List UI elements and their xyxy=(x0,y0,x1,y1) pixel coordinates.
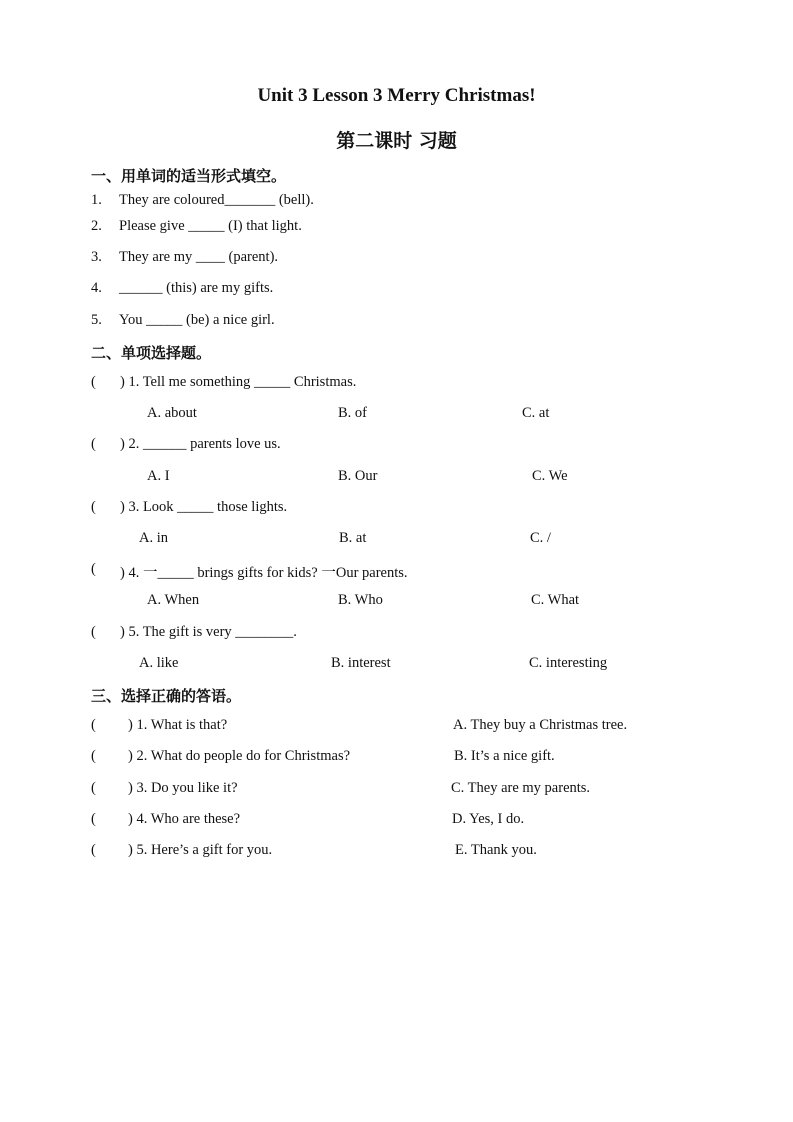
fill-item-number: 3. xyxy=(91,249,102,265)
choice-option-a: A. in xyxy=(139,530,168,546)
page-title: Unit 3 Lesson 3 Merry Christmas! xyxy=(257,85,536,106)
choice-question: ) 4. 一_____ brings gifts for kids? 一Our parents. xyxy=(120,565,408,581)
section-1-heading: 一、用单词的适当形式填空。 xyxy=(91,167,287,185)
section-3-heading: 三、选择正确的答语。 xyxy=(91,687,242,705)
match-paren: ( xyxy=(91,717,96,733)
choice-option-c: C. We xyxy=(532,468,568,484)
match-paren: ( xyxy=(91,842,96,858)
fill-item-text: You _____ (be) a nice girl. xyxy=(119,312,275,328)
choice-question: ) 1. Tell me something _____ Christmas. xyxy=(120,374,357,390)
choice-option-c: C. / xyxy=(530,530,551,546)
match-question: ) 5. Here’s a gift for you. xyxy=(128,842,273,858)
match-question: ) 4. Who are these? xyxy=(128,811,241,827)
fill-item-number: 4. xyxy=(91,280,102,296)
choice-question: ) 3. Look _____ those lights. xyxy=(120,499,288,515)
match-question: ) 2. What do people do for Christmas? xyxy=(128,748,351,764)
fill-item-text: They are my ____ (parent). xyxy=(119,249,279,265)
choice-option-b: B. Our xyxy=(338,468,378,484)
choice-option-b: B. interest xyxy=(331,655,391,671)
match-paren: ( xyxy=(91,780,96,796)
match-question: ) 1. What is that? xyxy=(128,717,228,733)
match-answer: B. It’s a nice gift. xyxy=(454,748,555,764)
fill-item-number: 1. xyxy=(91,192,102,208)
choice-option-b: B. of xyxy=(338,405,367,421)
choice-paren: ( xyxy=(91,499,96,515)
choice-question: ) 2. ______ parents love us. xyxy=(120,436,281,452)
fill-item-text: They are coloured_______ (bell). xyxy=(119,192,314,208)
page-subtitle: 第二课时 习题 xyxy=(336,130,457,152)
choice-option-a: A. like xyxy=(139,655,179,671)
choice-option-b: B. at xyxy=(339,530,367,546)
choice-paren: ( xyxy=(91,374,96,390)
choice-paren: ( xyxy=(91,436,96,452)
choice-paren: ( xyxy=(91,561,96,577)
choice-question: ) 5. The gift is very ________. xyxy=(120,624,297,640)
fill-item-number: 2. xyxy=(91,218,102,234)
fill-item-number: 5. xyxy=(91,312,102,328)
choice-option-a: A. I xyxy=(147,468,170,484)
fill-item-text: Please give _____ (I) that light. xyxy=(119,218,302,234)
choice-option-c: C. interesting xyxy=(529,655,608,671)
match-question: ) 3. Do you like it? xyxy=(128,780,238,796)
match-paren: ( xyxy=(91,811,96,827)
choice-option-c: C. at xyxy=(522,405,550,421)
choice-paren: ( xyxy=(91,624,96,640)
match-answer: C. They are my parents. xyxy=(451,780,591,796)
match-paren: ( xyxy=(91,748,96,764)
fill-item-text: ______ (this) are my gifts. xyxy=(119,280,274,296)
section-2-heading: 二、单项选择题。 xyxy=(91,344,212,362)
choice-option-a: A. When xyxy=(147,592,200,608)
choice-option-a: A. about xyxy=(147,405,197,421)
choice-option-b: B. Who xyxy=(338,592,383,608)
match-answer: E. Thank you. xyxy=(455,842,537,858)
match-answer: A. They buy a Christmas tree. xyxy=(453,717,628,733)
match-answer: D. Yes, I do. xyxy=(452,811,525,827)
choice-option-c: C. What xyxy=(531,592,580,608)
